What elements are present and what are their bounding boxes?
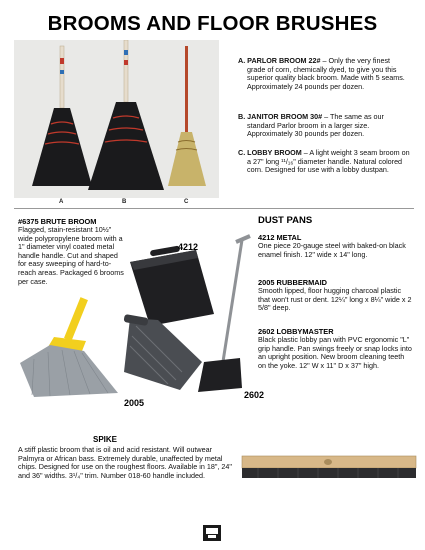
broom-item-text: – Only the very finest grade of corn, chemically dyed, to give you this superior quality black broom. Made with 5 seams. Approximately 24 pounds per dozen. <box>247 56 405 91</box>
broom-item-title: A. PARLOR BROOM 22# <box>238 56 321 65</box>
rubbermaid-dustpan-image <box>123 314 202 390</box>
dustpan-item-text: One piece 20-gauge steel with baked-on black enamel finish. 12" wide x 14" long. <box>258 241 406 259</box>
metal-dustpan-label: 4212 <box>178 242 199 252</box>
broom-item-janitor <box>238 113 410 139</box>
spike-heading: SPIKE <box>93 435 118 444</box>
page-title: BROOMS AND FLOOR BRUSHES <box>47 12 378 35</box>
dustpan-item-rubbermaid <box>258 278 414 313</box>
dustpan-item-title: 2602 LOBBYMASTER <box>258 327 334 336</box>
metal-dustpan-image <box>130 245 214 326</box>
brute-broom-text: Flagged, stain-resistant 10½" wide polypropylene broom with a 1" diameter vinyl coated metal handle handle. Cut and shaped for easy sweeping of hard-to-reach areas. Packaged 6 brooms per case. <box>18 225 124 286</box>
spike-brush-image <box>238 448 420 488</box>
broom-label-a: A <box>59 199 64 205</box>
brute-broom-image <box>14 297 124 407</box>
section-divider <box>14 208 414 209</box>
brooms-photo <box>14 40 219 198</box>
lobby-dustpan-label: 2602 <box>244 390 265 400</box>
parlor-broom-image <box>32 46 92 186</box>
broom-label-b: B <box>122 199 127 205</box>
dustpan-item-text: Black plastic lobby pan with PVC ergonomic "L" grip handle. Pan swings freely or snap locks into an upright position. New broom cleaning teeth on the yoke. 12" W x 11" D x 37" high. <box>258 335 412 370</box>
company-logo-icon <box>202 524 222 542</box>
broom-item-title: B. JANITOR BROOM 30# <box>238 112 323 121</box>
janitor-broom-image <box>88 40 164 190</box>
spike-text: A stiff plastic broom that is oil and acid resistant. Will outwear Palmyra or African bass. Extremely durable, unaffected by metal chips. Designed for use on the roughest floors. Available in 18", 24" and 36" widths. 3¹/₄" trim. Number 018-60 handle included. <box>18 445 232 480</box>
broom-item-text: – The same as our standard Parlor broom in a larger size. Approximately 30 pounds per dozen. <box>247 112 384 139</box>
dustpan-item-lobbymaster <box>258 327 414 370</box>
dustpan-item-metal <box>258 233 414 259</box>
lobby-broom-image <box>168 46 206 186</box>
rubbermaid-dustpan-label: 2005 <box>124 398 145 408</box>
dustpan-item-title: 4212 METAL <box>258 233 302 242</box>
brooms-illustration <box>14 40 219 198</box>
dustpan-item-text: Smooth lipped, floor hugging charcoal plastic that won't rust or dent. 12¼" long x 8¼" wide x 2 5/8" deep. <box>258 286 412 313</box>
dustpans-heading: DUST PANS <box>258 215 313 226</box>
broom-label-c: C <box>184 199 189 205</box>
broom-item-parlor <box>238 57 410 91</box>
dustpan-item-title: 2005 RUBBERMAID <box>258 278 327 287</box>
dustpans-photo <box>110 222 275 412</box>
brute-broom-title: #6375 BRUTE BROOM <box>18 217 97 226</box>
broom-item-text: – A light weight 3 seam broom on a 27" long ¹¹/₁₆" diameter handle. Natural colored corn. Designed for use with a lobby dustpan. <box>247 148 410 175</box>
broom-item-title: C. LOBBY BROOM <box>238 148 302 157</box>
broom-item-lobby <box>238 149 410 175</box>
